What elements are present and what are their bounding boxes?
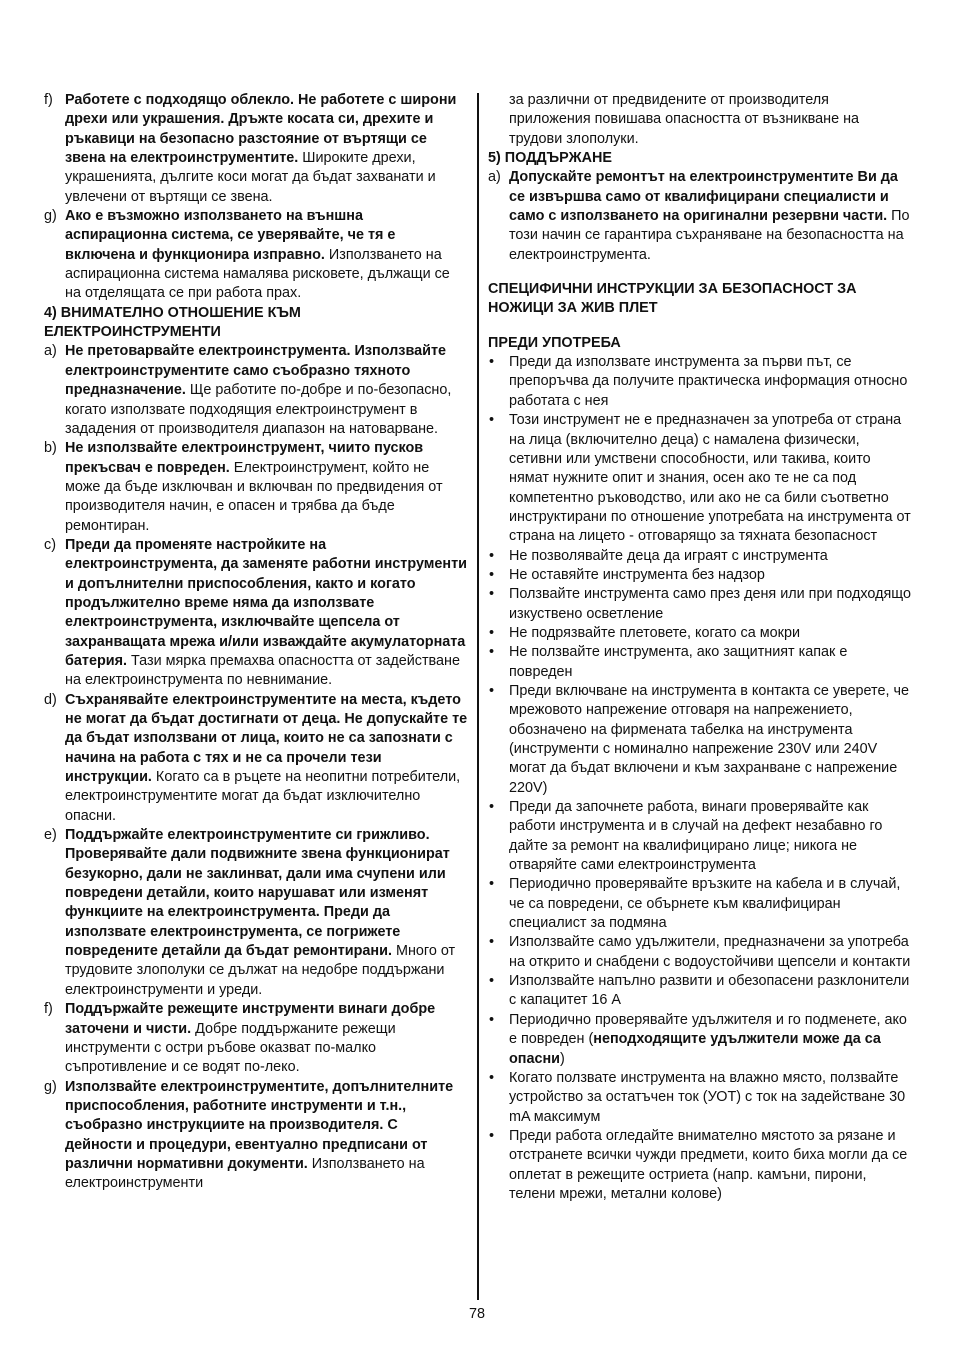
bullet-item: • Периодично проверявайте връзките на кабела и в случай, че са повредени, се обърнете към квалифициран специалист за подмяна <box>489 876 901 932</box>
bullet-item: • Преди да използвате инструмента за първи път, се препоръчва да получите практическа информация относно работата с нея <box>489 354 908 409</box>
bullet-list <box>488 353 912 1011</box>
section-5-heading: 5) ПОДДЪРЖАНЕ <box>488 150 612 167</box>
bullet-item: • Преди работа огледайте внимателно мястото за рязане и отстранете всички чужди предмети, които биха могли да се оплетат в режещите остриета (напр. камъни, пирони, телени мрежи, метални колове) <box>489 1127 908 1202</box>
continuation-text: за различни от предвидените от производителя приложения повишава опасността от възникване на трудови злополуки. <box>509 92 860 147</box>
bullet-item: • Ползвайте инструмента само през деня или при подходящо изкуствено осветление <box>489 586 911 622</box>
bullet-item: • Използвайте напълно развити и обезопасени разклонители с капацитет 16 A <box>489 973 910 1009</box>
bullet-item: • Използвайте само удължители, предназначени за употреба на открито и снабдени с водоустойчиви щепсели и контакти <box>489 934 911 970</box>
item-a-no-overload: a) Не претоварвайте електроинструмента. Използвайте електроинструментите само съобразно тяхното предназначение. Ще работите по-добре и по-безопасно, когато използвате подходящия електроинструмент в зададения от производителя диапазон на натоварване. <box>44 343 452 437</box>
bullet-item: • Не оставяйте инструмента без надзор <box>489 566 765 583</box>
bullet-item: • Преди включване на инструмента в контакта се уверете, че мрежовото напрежение отговаря на напрежението, обозначено на фирмената табелка на инструмента (инструменти с номинално напрежение 230V или 240V могат да бъдат включени и към захранване с напрежение 220V) <box>489 682 909 796</box>
right-column <box>488 91 912 1204</box>
bullet-item: • Когато ползвате инструмента на влажно място, ползвайте устройство за остатъчен ток (УОТ) с ток на задействане 30 mA максимум <box>489 1069 906 1125</box>
column-divider <box>477 93 479 1300</box>
bullet-item: • Не ползвайте инструмента, ако защитният капак е повреден <box>489 644 848 680</box>
section-4-heading: 4) ВНИМАТЕЛНО ОТНОШЕНИЕ КЪМ ЕЛЕКТРОИНСТРУМЕНТИ <box>44 304 301 341</box>
before-use-heading: ПРЕДИ УПОТРЕБА <box>488 334 621 351</box>
bullet-item: • Не позволявайте деца да играят с инструмента <box>489 547 828 564</box>
item-a-repair: a) Допускайте ремонтът на електроинструментите Ви да се извършва само от квалифицирани специалисти и само с използването на оригинални резервни части. По този начин се гарантира съхраняване на безопасността на електроинструмента. <box>488 169 910 263</box>
item-d-storage: d) Съхранявайте електроинструментите на места, където не могат да бъдат достигнати от деца. Не допускайте те да бъдат използвани от лица, които не са запознати с начина на работа с тях и не са прочели тези инструкции. Когато са в ръцете на неопитни потребители, електроинструментите могат да бъдат изключително опасни. <box>44 691 468 824</box>
page-number: 78 <box>468 1306 485 1322</box>
bullet-item: • Периодично проверявайте удължителя и го подменете, ако е повреден (неподходящите удължители може да са опасни) <box>489 1011 907 1067</box>
item-f-cutting-tools: f) Поддържайте режещите инструменти винаги добре заточени и чисти. Добре поддържаните режещи инструменти с остри ръбове оказват по-малко съпротивление и се водят по-леко. <box>44 1001 436 1076</box>
item-f-clothing: f) Работете с подходящо облекло. Не работете с широни дрехи или украшения. Дръжте косата си, дрехите и ръкавици на безопасно разстояние от въртящи се звена на електроинструментите. Широките дрехи, украшенията, дългите коси могат да бъдат захванати и увлечени от въртящи се звена. <box>44 92 457 205</box>
item-b-switch: b) Не използвайте електроинструмент, чиито пусков прекъсвач е повреден. Електроинструмент, който не може да бъде изключван и включван по предвидения от производителя начин, е опасен и трябва да бъде ремонтиран. <box>44 440 443 534</box>
bullet-item: • Не подрязвайте плетовете, когато са мокри <box>489 624 800 641</box>
item-g-dust-extraction: g) Ако е възможно използването на външна аспирационна система, се уверявайте, че тя е включена и функционира изправно. Използването на аспирационна система намалява рисковете, дължащи се на отделящата се при работа прах. <box>44 208 450 302</box>
specific-safety-heading: СПЕЦИФИЧНИ ИНСТРУКЦИИ ЗА БЕЗОПАСНОСТ ЗА НОЖИЦИ ЗА ЖИВ ПЛЕТ <box>488 281 857 317</box>
bullet-item: • Преди да започнете работа, винаги проверявайте как работи инструмента и в случай на дефект незабавно го дайте за ремонт на квалифицирано лице; никога не отваряйте сами електроинструмента <box>489 799 883 874</box>
bullet-item: • Този инструмент не е предназначен за употреба от страна на лица (включително деца) с намалена физически, сетивни или умствени способности, или такива, които нямат нужните опит и знания, осен ако те не са под компетентно ръководство, или ако не са били съответно инструктирани по отношение употребата на инструмента от страна на лицето - отговарящо за тяхната безопасност <box>489 412 911 545</box>
item-g-instructions: g) Използвайте електроинструментите, допълнителните приспособления, работните инструменти и т.н., съобразно инструкциите на производителя. С дейности и процедури, евентуално предписани от различни нормативни документи. Използването на електроинструменти <box>44 1078 454 1192</box>
left-column <box>44 91 468 1194</box>
bullet-list-tail <box>488 1069 912 1204</box>
item-e-maintenance: e) Поддържайте електроинструментите си грижливо. Проверявайте дали подвижните звена функционират безукорно, дали не заклинват, дали има счупени или повредени детайли, които нарушават или изменят функциите на електроинструмента. Преди да използвате електроинструмента, се погрижете повредените детайли да бъдат ремонтирани. Много от трудовите злополуки се дължат на недобре поддържани електроинструменти и уреди. <box>44 827 456 998</box>
item-c-disconnect: c) Преди да променяте настройките на електроинструмента, да заменяте работни инструменти и допълнителни приспособления, както и когато продължително време няма да използвате електроинструмента, изключвайте щепсела от захранващата мрежа и/или изваждайте акумулаторната батерия. Тази мярка премахва опасността от задействане на електроинструмента по невнимание. <box>44 536 468 689</box>
